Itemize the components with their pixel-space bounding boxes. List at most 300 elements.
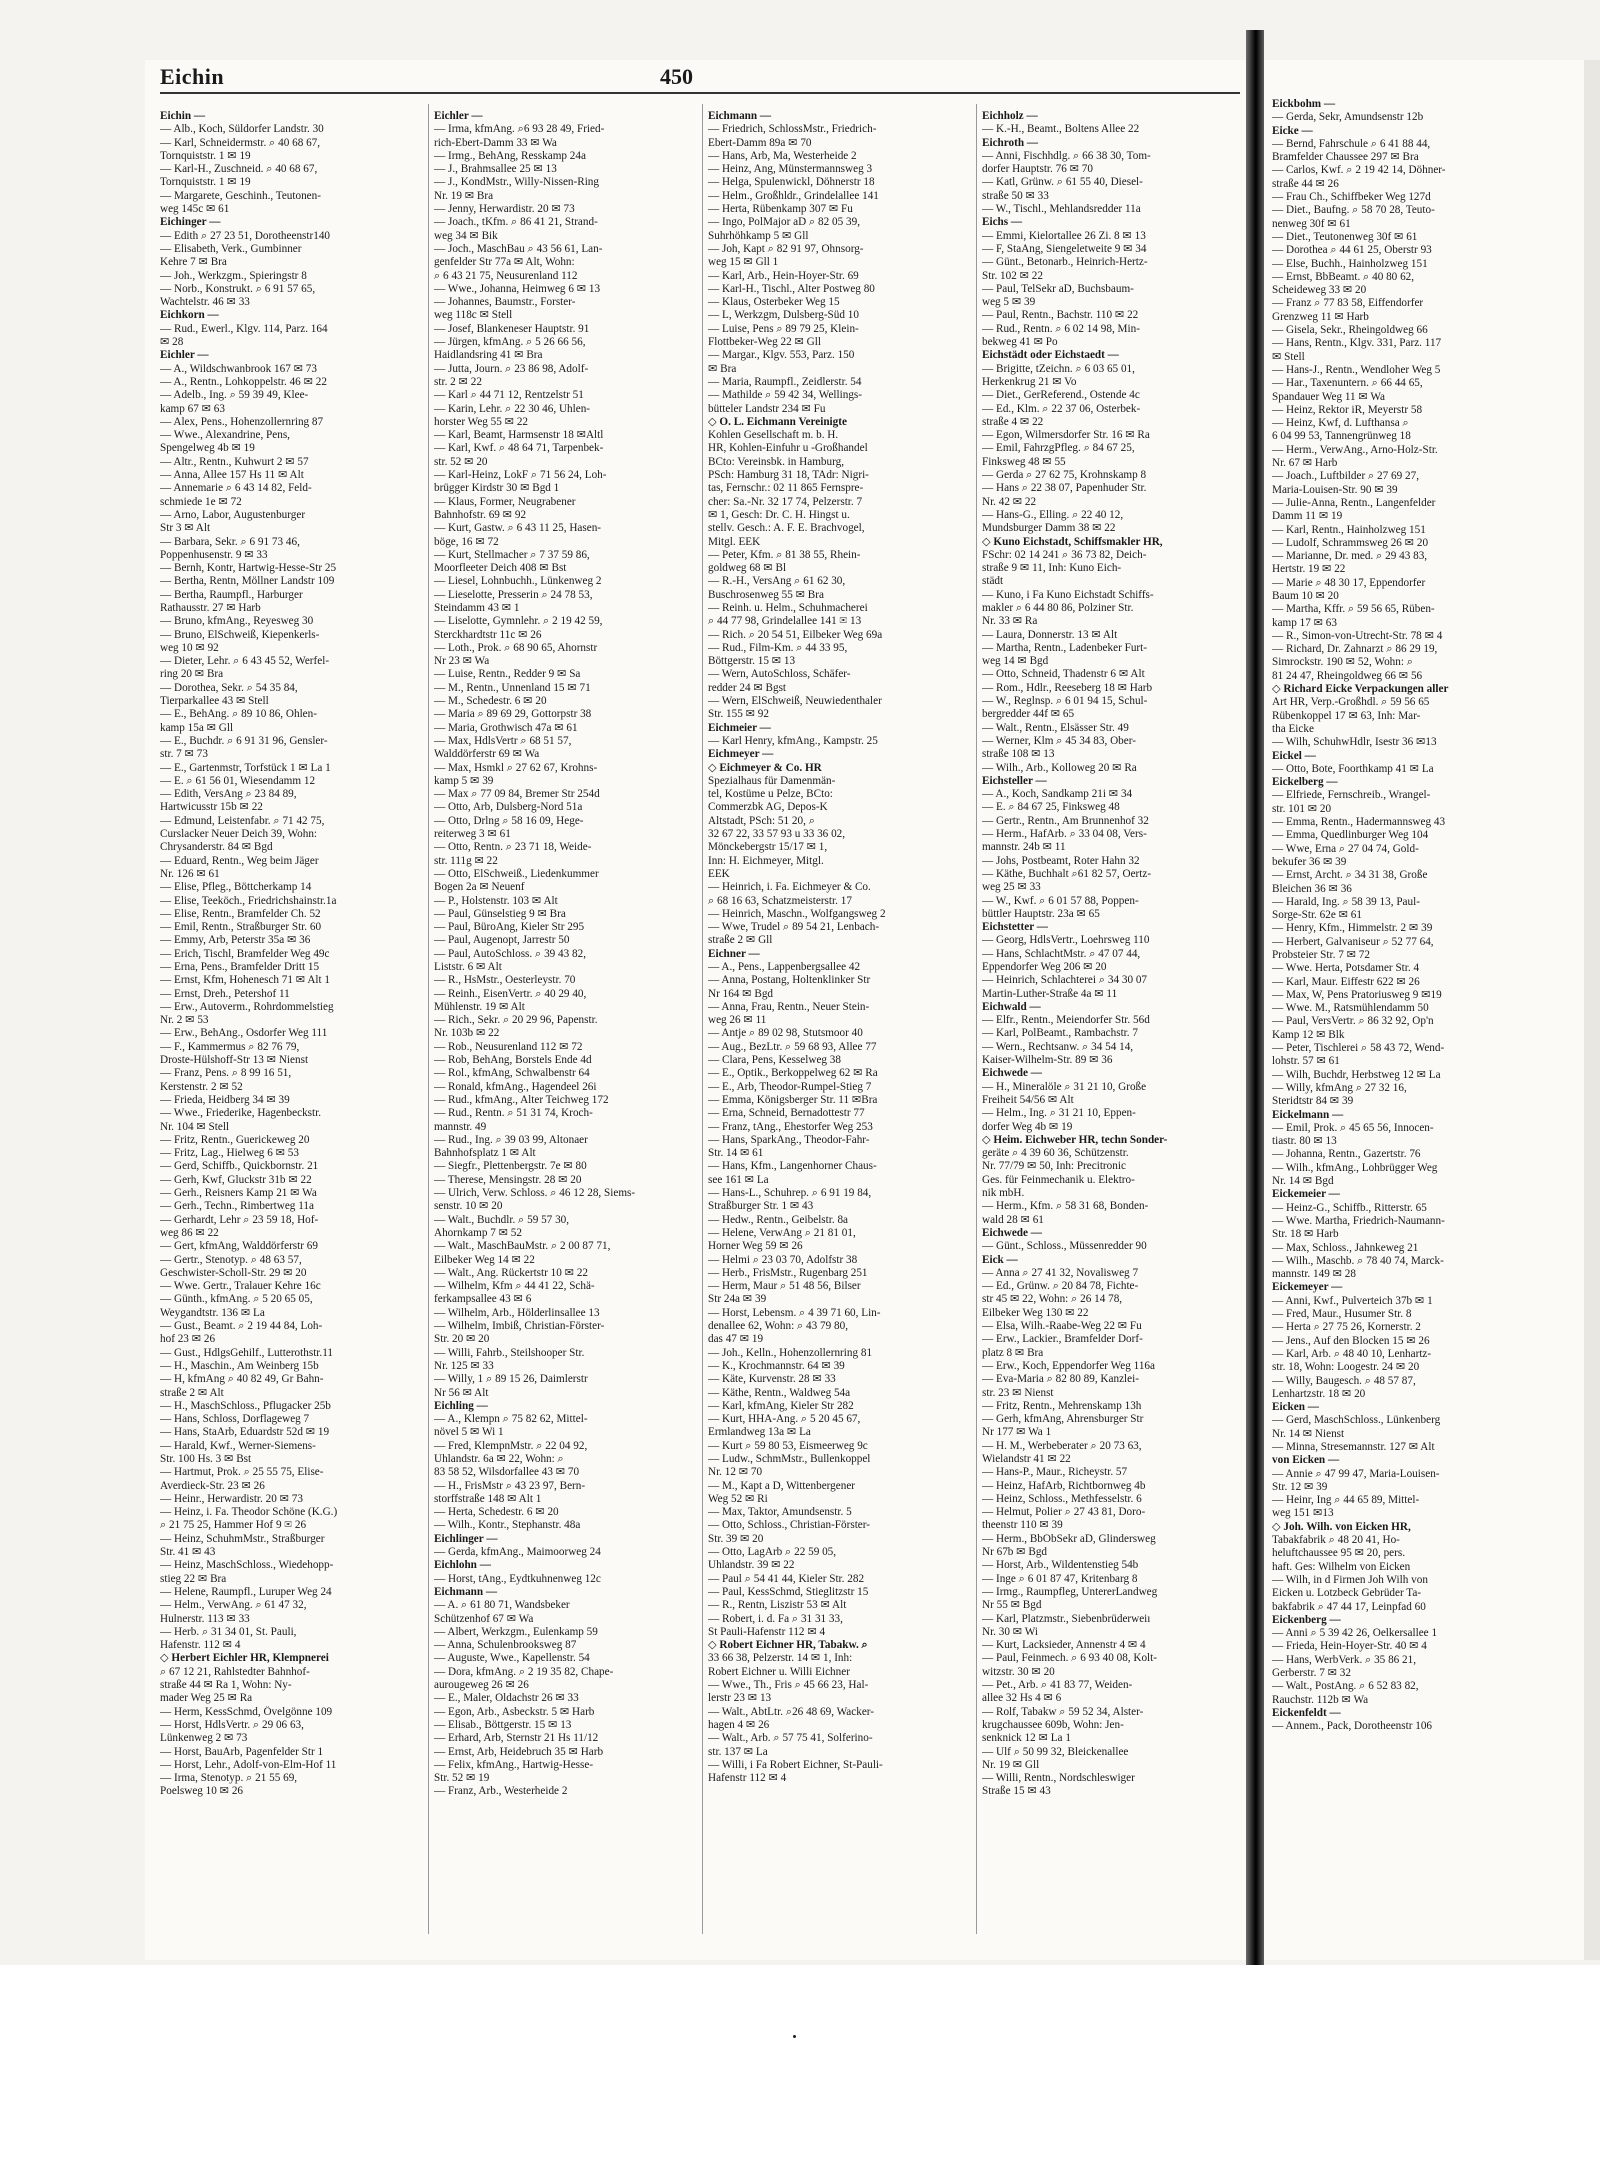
directory-entry-line: — Karl Henry, kfmAng., Kampstr. 25 [708, 734, 878, 747]
directory-entry-line: — Erw., Lackier., Bramfelder Dorf- [982, 1333, 1143, 1346]
directory-entry-line: Flottbeker-Weg 22 ✉ Gll [708, 336, 821, 349]
directory-entry-line: — Rud., Rentn. ⌕ 6 02 14 98, Min- [982, 322, 1140, 335]
directory-entry-line: EEK [708, 867, 730, 880]
directory-entry-line: Geschwister-Scholl-Str. 29 ✉ 20 [160, 1266, 307, 1279]
surname-heading: Eichin — [160, 110, 206, 122]
directory-entry-line: — Wilhelm, Kfm ⌕ 44 41 22, Schä- [434, 1280, 595, 1293]
directory-entry-line: allee 32 Hs 4 ✉ 6 [982, 1692, 1062, 1705]
directory-entry-line: — Karl, PolBeamt., Rambachstr. 7 [982, 1027, 1138, 1040]
surname-heading: Eichsteller — [982, 774, 1047, 787]
directory-entry-line: — Gert, kfmAng, Walddörferstr 69 [160, 1240, 318, 1253]
directory-entry-line: — L, Werkzgm, Dulsberg-Süd 10 [708, 309, 859, 322]
directory-entry-line: Ahornkamp 7 ✉ 52 [434, 1226, 522, 1239]
directory-entry-line: geräte ⌕ 4 39 60 36, Schützenstr. [982, 1147, 1129, 1160]
directory-entry-line: — E. ⌕ 61 56 01, Wiesendamm 12 [160, 774, 316, 787]
directory-entry-line: — Gisela, Sekr., Rheingoldweg 66 [1272, 324, 1428, 337]
directory-entry-line: — Gerda, kfmAng., Maimoorweg 24 [434, 1546, 601, 1559]
directory-entry-line: — Martha, Kffr. ⌕ 59 56 65, Rüben- [1272, 603, 1435, 616]
directory-entry-line: Martin-Luther-Straße 4a ✉ 11 [982, 987, 1118, 1000]
directory-entry-line: — Ulrich, Verw. Schloss. ⌕ 46 12 28, Siems- [434, 1187, 636, 1200]
right-page-column [1272, 98, 1572, 1948]
directory-entry-line: — Barbara, Sekr. ⌕ 6 91 73 46, [160, 535, 300, 548]
directory-entry-line: — Hedw., Rentn., Geibelstr. 8a [708, 1213, 849, 1226]
directory-entry-line: Eppendorfer Weg 206 ✉ 20 [982, 961, 1107, 973]
directory-entry-line: — Heinr., Herwardistr. 20 ✉ 73 [160, 1492, 303, 1505]
directory-entry-line: — Walt., PostAng. ⌕ 6 52 83 82, [1272, 1680, 1419, 1693]
directory-entry-line: Tabakfabrik ⌕ 48 20 41, Ho- [1272, 1534, 1400, 1547]
directory-entry-line: — Wilhelm, Arb., Hölderlinsallee 13 [434, 1306, 600, 1319]
directory-entry-line: — H. M., Werbeberater ⌕ 20 73 63, [982, 1439, 1142, 1452]
directory-entry-line: — Hans, SchlachtMstr. ⌕ 47 07 44, [982, 947, 1141, 960]
directory-entry-line: Bleichen 36 ✉ 36 [1272, 882, 1352, 895]
directory-entry-line: Moorfleeter Deich 408 ✉ Bst [434, 562, 567, 575]
directory-entry-line: — Rud., Film-Km. ⌕ 44 33 95, [708, 641, 848, 654]
directory-entry-line: bekufer 36 ✉ 39 [1272, 855, 1347, 868]
directory-entry-line: kamp 15a ✉ Gll [160, 721, 234, 734]
directory-entry-line: ⌕ 68 16 63, Schatzmeisterstr. 17 [708, 894, 852, 907]
directory-entry-line: mannstr. 49 [434, 1120, 487, 1133]
directory-entry-line: Nr. 2 ✉ 53 [160, 1014, 209, 1027]
directory-entry-line: — Joh., Kelln., Hohenzollernring 81 [708, 1346, 873, 1359]
directory-entry-line: HR, Kohlen-Einfuhr u -Großhandel [708, 442, 868, 455]
directory-entry-line: — Ernst, Dreh., Petershof 11 [160, 987, 290, 1000]
directory-entry-line: bekweg 41 ✉ Po [982, 336, 1058, 349]
directory-entry-line: Inn: H. Eichmeyer, Mitgl. [708, 854, 824, 867]
directory-entry-line: — Gerh, Kwf, Gluckstr 31b ✉ 22 [160, 1173, 312, 1186]
directory-entry-line: — Ulf ⌕ 50 99 32, Bleickenallee [982, 1745, 1129, 1758]
directory-entry-line: — Loth., Prok. ⌕ 68 90 65, Ahornstr [434, 641, 598, 654]
directory-entry-line: — Karl-H., Tischl., Alter Postweg 80 [708, 282, 875, 295]
directory-entry-line: — Wilh., Kontr., Stephanstr. 48a [434, 1519, 581, 1532]
directory-entry-line: Nr. 103b ✉ 22 [434, 1027, 500, 1040]
directory-entry-line: weg 5 ✉ 39 [982, 296, 1036, 309]
directory-entry-line: — Wwe, Trudel ⌕ 89 54 21, Lenbach- [708, 921, 880, 934]
directory-entry-line: Bahnhofsplatz 1 ✉ Alt [434, 1147, 536, 1160]
directory-entry-line: — Bernh, Kontr, Hartwig-Hesse-Str 25 [160, 562, 337, 575]
directory-entry-line: — Walt., Rentn., Elsässer Str. 49 [982, 721, 1129, 734]
header-rule [160, 92, 1240, 94]
directory-entry-line: Nr 164 ✉ Bgd [708, 987, 774, 1000]
directory-entry-line: — Edith ⌕ 27 23 51, Dorotheenstr140 [160, 229, 331, 242]
surname-heading: Eicken — [1272, 1401, 1319, 1414]
directory-entry-line: — Heinz, i. Fa. Theodor Schöne (K.G.) [160, 1506, 338, 1519]
directory-entry-line: — Kurt ⌕ 59 80 53, Eismeerweg 9c [708, 1439, 868, 1452]
directory-entry-line: straße 2 ✉ Alt [160, 1386, 224, 1399]
directory-entry-line: — Karl, kfmAng, Kieler Str 282 [708, 1399, 854, 1412]
directory-entry-line: Kerstenstr. 2 ✉ 52 [160, 1080, 243, 1093]
directory-entry-line: — Emil, Rentn., Straßburger Str. 60 [160, 921, 322, 934]
directory-entry-line: Nr. 19 ✉ Gll [982, 1758, 1040, 1771]
directory-entry-line: — Willi, i Fa Robert Eichner, St-Pauli- [708, 1758, 883, 1771]
directory-entry-line: — Heinrich, Maschn., Wolfgangsweg 2 [708, 907, 886, 920]
directory-entry-line: ◇ Herbert Eichler HR, Klempnerei [160, 1652, 329, 1665]
directory-entry-line: — Liesel, Lohnbuchh., Lünkenweg 2 [434, 575, 602, 588]
directory-entry-line: — Bertha, Rentn, Möllner Landstr 109 [160, 575, 335, 588]
directory-entry-line: — R., Rentn, Liszistr 53 ✉ Alt [708, 1599, 847, 1612]
directory-entry-line: Scheideweg 33 ✉ 20 [1272, 284, 1367, 297]
directory-entry-line: — Ernst, Kfm, Hohenesch 71 ✉ Alt 1 [160, 974, 331, 987]
directory-entry-line: — Max, W, Pens Pratoriusweg 9 ✉19 [1272, 988, 1442, 1001]
directory-entry-line: Nr. 19 ✉ Bra [434, 189, 494, 202]
directory-entry-line: Str. 18 ✉ Harb [1272, 1228, 1339, 1241]
running-head: Eichin [160, 64, 225, 89]
directory-entry-line: — Ed., Grünw. ⌕ 20 84 78, Fichte- [982, 1280, 1139, 1293]
directory-entry-line: — Rud., Rentn. ⌕ 51 31 74, Kroch- [434, 1107, 593, 1120]
directory-entry-line: — Irma, kfmAng. ⌕6 93 28 49, Fried- [434, 123, 605, 136]
directory-entry-line: — Herb. ⌕ 31 34 01, St. Pauli, [160, 1625, 297, 1638]
directory-entry-line: — Franz ⌕ 77 83 58, Eiffendorfer [1272, 297, 1424, 310]
directory-entry-line: — W., Reglnsp. ⌕ 6 01 94 15, Schul- [982, 695, 1148, 708]
directory-entry-line: cher: Sa.-Nr. 32 17 74, Pelzerstr. 7 [708, 495, 863, 508]
directory-entry-line: — A., Pens., Lappenbergsallee 42 [708, 961, 861, 973]
directory-entry-line: — Franz, Arb., Westerheide 2 [434, 1785, 568, 1798]
directory-entry-line: Poppenhusenstr. 9 ✉ 33 [160, 548, 268, 561]
directory-entry-line: — Karl, Kwf. ⌕ 48 64 71, Tarpenbek- [434, 442, 604, 455]
directory-entry-line: Poelsweg 10 ✉ 26 [160, 1785, 244, 1798]
directory-entry-line: str. 52 ✉ 20 [434, 455, 488, 468]
directory-entry-line: — Elise, Teeköch., Friedrichshainstr.1a [160, 894, 337, 907]
directory-entry-line: — Joh, Kapt ⌕ 82 91 97, Ohnsorg- [708, 242, 864, 255]
directory-entry-line: — Irmg., Raumpfleg, UntererLandweg [982, 1585, 1158, 1598]
directory-entry-line: — R.-H., VersAng ⌕ 61 62 30, [708, 575, 846, 588]
directory-entry-line: Straße 15 ✉ 43 [982, 1785, 1051, 1798]
directory-entry-line: — Auguste, Wwe., Kapellenstr. 54 [434, 1652, 590, 1665]
directory-entry-line: — Fritz, Lag., Hielweg 6 ✉ 53 [160, 1147, 299, 1160]
surname-heading: Eickenberg — [1272, 1613, 1341, 1626]
surname-heading: Eicke — [1272, 124, 1313, 137]
directory-entry-line: Robert Eichner u. Willi Eichner [708, 1665, 850, 1678]
directory-entry-line: Horner Weg 59 ✉ 26 [708, 1240, 803, 1253]
directory-entry-line: — Gerh., Reisners Kamp 21 ✉ Wa [160, 1187, 317, 1200]
directory-entry-line: — Herm., HafArb. ⌕ 33 04 08, Vers- [982, 828, 1147, 841]
directory-entry-line: — A., Klempn ⌕ 75 82 62, Mittel- [434, 1413, 588, 1426]
directory-entry-line: — Friedrich, SchlossMstr., Friedrich- [708, 123, 877, 136]
directory-entry-line: — Frieda, Heidberg 34 ✉ 39 [160, 1093, 290, 1106]
directory-entry-line: Suhrhöhkamp 5 ✉ Gll [708, 229, 809, 242]
directory-entry-line: — Arno, Labor, Augustenburger [160, 508, 306, 521]
directory-entry-line: — Frieda, Hein-Hoyer-Str. 40 ✉ 4 [1272, 1640, 1427, 1653]
directory-entry-line: — Max, Schloss., Jahnkeweg 21 [1272, 1241, 1419, 1254]
directory-entry-line: — Anna, Postang, Holtenklinker Str [708, 974, 871, 987]
directory-entry-line: — Günt., Betonarb., Heinrich-Hertz- [982, 256, 1148, 269]
directory-entry-line: — Lieselotte, Presserin ⌕ 24 78 53, [434, 588, 593, 601]
directory-column-2 [434, 110, 696, 1940]
surname-heading: Eickelberg — [1272, 776, 1338, 789]
directory-entry-line: — Eva-Maria ⌕ 82 80 89, Kanzlei- [982, 1373, 1139, 1386]
directory-entry-line: — Ed., Klm. ⌕ 22 37 06, Osterbek- [982, 402, 1141, 415]
directory-entry-line: — Georg, HdlsVertr., Loehrsweg 110 [982, 934, 1150, 947]
directory-entry-line: — Wwe. Martha, Friedrich-Naumann- [1272, 1214, 1445, 1227]
directory-entry-line: — Käthe, Buchhalt ⌕61 82 57, Oertz- [982, 867, 1152, 880]
directory-entry-line: — Anna ⌕ 27 41 32, Novalisweg 7 [982, 1266, 1139, 1279]
directory-entry-line: — A. ⌕ 61 80 71, Wandsbeker [434, 1599, 570, 1612]
directory-entry-line: — Elsa, Wilh.-Raabe-Weg 22 ✉ Fu [982, 1320, 1142, 1333]
directory-entry-line: — Paul, Feinmech. ⌕ 6 93 40 08, Kolt- [982, 1652, 1157, 1665]
directory-entry-line: — Paul, KessSchmd, Stieglitzstr 15 [708, 1585, 869, 1598]
directory-entry-line: hof 23 ✉ 26 [160, 1333, 216, 1346]
directory-entry-line: weg 10 ✉ 92 [160, 641, 219, 654]
surname-heading: von Eicken — [1272, 1454, 1340, 1467]
directory-entry-line: — Otto, Arb, Dulsberg-Nord 51a [434, 801, 583, 814]
directory-entry-line: — Rud., Ewerl., Klgv. 114, Parz. 164 [160, 322, 328, 335]
directory-entry-line: Buschrosenweg 55 ✉ Bra [708, 588, 824, 601]
directory-entry-line: str. 18, Wohn: Loogestr. 24 ✉ 20 [1272, 1361, 1420, 1374]
directory-entry-line: — Jenny, Herwardistr. 20 ✉ 73 [434, 203, 575, 216]
directory-entry-line: bakfabrik ⌕ 47 44 17, Leinpfad 60 [1272, 1600, 1426, 1613]
directory-entry-line: Mühlenstr. 19 ✉ Alt [434, 1000, 525, 1013]
directory-entry-line: Hafenstr. 112 ✉ 4 [160, 1639, 241, 1652]
directory-entry-line: — Mathilde ⌕ 59 42 34, Wellings- [708, 389, 863, 402]
directory-entry-line: ferkampsallee 43 ✉ 6 [434, 1293, 532, 1306]
directory-entry-line: — H., Mineralöle ⌕ 31 21 10, Große [982, 1080, 1147, 1093]
directory-entry-line: ✉ 1, Gesch: Dr. C. H. Hingst u. [708, 508, 850, 521]
directory-entry-line: — Emma, Quedlinburger Weg 104 [1272, 829, 1429, 842]
directory-entry-line: — Herm, Maur ⌕ 51 48 56, Bilser [708, 1280, 861, 1293]
directory-entry-line: — Alb., Koch, Süldorfer Landstr. 30 [160, 123, 324, 136]
directory-entry-line: — F, StaAng, Siengeletweite 9 ✉ 34 [982, 242, 1147, 255]
directory-entry-line: Eicken u. Lotzbeck Gebrüder Ta- [1272, 1587, 1422, 1600]
directory-entry-line: Bogen 2a ✉ Neuenf [434, 881, 525, 894]
column-divider [976, 104, 977, 1934]
surname-heading: Eickemeier — [1272, 1188, 1340, 1201]
directory-column-1 [160, 110, 422, 1940]
directory-entry-line: — Heinr, Ing ⌕ 44 65 89, Mittel- [1272, 1494, 1420, 1507]
directory-entry-line: Nr 67b ✉ Bgd [982, 1546, 1048, 1559]
directory-entry-line: — Carlos, Kwf. ⌕ 2 19 42 14, Döhner- [1272, 164, 1446, 177]
directory-entry-line: — Paul, BüroAng, Kieler Str 295 [434, 921, 585, 934]
directory-entry-line: — H., Maschin., Am Weinberg 15b [160, 1359, 319, 1372]
directory-entry-line: — Hans, Kfm., Langenhorner Chaus- [708, 1160, 877, 1173]
directory-column-4 [982, 110, 1240, 1940]
directory-entry-line: — Gerhardt, Lehr ⌕ 23 59 18, Hof- [160, 1213, 319, 1226]
directory-entry-line: mannstr. 149 ✉ 28 [1272, 1268, 1356, 1281]
directory-entry-line: — Käthe, Rentn., Waldweg 54a [708, 1386, 851, 1399]
directory-entry-line: — Norb., Konstrukt. ⌕ 6 91 57 65, [160, 282, 316, 295]
directory-entry-line: — Adelb., Ing. ⌕ 59 39 49, Klee- [160, 389, 309, 402]
directory-entry-line: Nr. 126 ✉ 61 [160, 867, 220, 880]
directory-entry-line: ⌕ 67 12 21, Rahlstedter Bahnhof- [160, 1665, 310, 1678]
directory-entry-line: — Bertha, Raumpfl., Harburger [160, 588, 303, 601]
directory-entry-line: Altstadt, PSch: 51 20, ⌕ [708, 814, 815, 827]
directory-entry-line: straße 108 ✉ 13 [982, 748, 1055, 761]
directory-entry-line: — Wwe, Erna ⌕ 27 04 74, Gold- [1272, 842, 1419, 855]
directory-entry-line: — Paul, AutoSchloss. ⌕ 39 43 82, [434, 947, 587, 960]
directory-entry-line: ⌕ 44 77 98, Grindelallee 141 ✉ 13 [708, 615, 862, 628]
directory-entry-line: str. 111g ✉ 22 [434, 854, 498, 867]
directory-column-3 [708, 110, 970, 1940]
directory-entry-line: — Otto, Drlng ⌕ 58 16 09, Hege- [434, 814, 584, 827]
directory-entry-line: — Robert, i. d. Fa ⌕ 31 31 33, [708, 1612, 843, 1625]
directory-entry-line: Eilbeker Weg 14 ✉ 22 [434, 1253, 535, 1266]
directory-entry-line: schmiede 1e ✉ 72 [160, 495, 242, 508]
directory-entry-line: — Ronald, kfmAng., Hagendeel 26i [434, 1080, 597, 1093]
directory-entry-line: — Werner, Klm ⌕ 45 34 83, Ober- [982, 734, 1136, 747]
directory-entry-line: — Minna, Stresemannstr. 127 ✉ Alt [1272, 1440, 1435, 1453]
directory-entry-line: — Bruno, kfmAng., Reyesweg 30 [160, 615, 314, 628]
directory-entry-line: — Wilh., Arb., Kolloweg 20 ✉ Ra [982, 761, 1137, 774]
directory-entry-line: — Franz, Pens. ⌕ 8 99 16 51, [160, 1067, 292, 1080]
directory-entry-line: — Egon, Wilmersdorfer Str. 16 ✉ Ra [982, 429, 1150, 442]
directory-entry-line: — Gertr., Rentn., Am Brunnenhof 32 [982, 814, 1149, 827]
directory-entry-line: — Else, Buchh., Hainholzweg 151 [1272, 257, 1428, 270]
directory-entry-line: Kehre 7 ✉ Bra [160, 256, 227, 269]
directory-entry-line: str. 137 ✉ La [708, 1745, 768, 1758]
directory-entry-line: senknick 12 ✉ La 1 [982, 1732, 1071, 1745]
directory-entry-line: straße 44 ✉ 26 [1272, 177, 1339, 190]
directory-entry-line: Wachtelstr. 46 ✉ 33 [160, 296, 250, 309]
directory-entry-line: növel 5 ✉ Wi 1 [434, 1426, 504, 1439]
page-number: 450 [660, 64, 693, 89]
directory-entry-line: — Jürgen, kfmAng. ⌕ 5 26 66 56, [434, 336, 586, 349]
directory-entry-line: — Jutta, Journ. ⌕ 23 86 98, Adolf- [434, 362, 589, 375]
directory-entry-line: — Otto, Bote, Foorthkamp 41 ✉ La [1272, 762, 1434, 775]
directory-entry-line: — Horst, BauArb, Pagenfelder Str 1 [160, 1745, 324, 1758]
directory-entry-line: Str 3 ✉ Alt [160, 522, 211, 535]
directory-entry-line: Kaiser-Wilhelm-Str. 89 ✉ 36 [982, 1054, 1113, 1067]
directory-entry-line: ◇ O. L. Eichmann Vereinigte [708, 415, 847, 428]
directory-entry-line: straße 44 ✉ Ra 1, Wohn: Ny- [160, 1679, 292, 1692]
directory-entry-line: — Rich., Sekr. ⌕ 20 29 96, Papenstr. [434, 1014, 598, 1027]
directory-entry-line: haft. Ges: Wilhelm von Eicken [1272, 1560, 1411, 1573]
directory-entry-line: — Fritz, Rentn., Guerickeweg 20 [160, 1133, 310, 1146]
directory-entry-line: Nr. 14 ✉ Nienst [1272, 1427, 1345, 1440]
page-edge [1584, 60, 1600, 1960]
directory-entry-line: bergredder 44f ✉ 65 [982, 708, 1075, 721]
directory-entry-line: Nr. 67 ✉ Harb [1272, 457, 1338, 470]
directory-entry-line: — Dorothea, Sekr. ⌕ 54 35 84, [160, 681, 298, 694]
directory-entry-line: — Jens., Auf den Blocken 15 ✉ 26 [1272, 1334, 1430, 1347]
directory-entry-line: Rathausstr. 27 ✉ Harb [160, 601, 261, 614]
directory-entry-line: — Wilh, Buchdr, Herbstweg 12 ✉ La [1272, 1068, 1441, 1081]
directory-entry-line: Böttgerstr. 15 ✉ 13 [708, 655, 796, 668]
directory-entry-line: weg 145c ✉ 61 [160, 203, 230, 216]
directory-entry-line: — P., Holstenstr. 103 ✉ Alt [434, 894, 558, 907]
directory-entry-line: weg 118c ✉ Stell [434, 309, 513, 322]
directory-entry-line: — Walt., MaschBauMstr. ⌕ 2 00 87 71, [434, 1240, 611, 1253]
directory-entry-line: — Gerd, MaschSchloss., Lünkenberg [1272, 1414, 1441, 1427]
directory-entry-line: — E., Maler, Oldachstr 26 ✉ 33 [434, 1692, 579, 1705]
directory-entry-line: — Gust., Beamt. ⌕ 2 19 44 84, Loh- [160, 1320, 323, 1333]
directory-entry-line: — Hans, StaArb, Eduardstr 52d ✉ 19 [160, 1426, 330, 1439]
directory-entry-line: — Margarete, Geschinh., Teutonen- [160, 189, 321, 202]
directory-entry-line: — Julie-Anna, Rentn., Langenfelder [1272, 496, 1436, 509]
directory-entry-line: — Emmy, Arb, Peterstr 35a ✉ 36 [160, 934, 311, 947]
directory-entry-line: — Anni ⌕ 5 39 42 26, Oelkersallee 1 [1272, 1627, 1438, 1640]
surname-heading: Eickbohm — [1272, 98, 1336, 110]
directory-entry-line: — Herta, Schedestr. 6 ✉ 20 [434, 1506, 559, 1519]
directory-entry-line: Nr. 30 ✉ Wi [982, 1625, 1038, 1638]
directory-entry-line: — Karl-H., Zuschneid. ⌕ 40 68 67, [160, 163, 318, 176]
directory-entry-line: ◇ Robert Eichner HR, Tabakw. ⌕ [708, 1639, 868, 1652]
directory-entry-line: Hulnerstr. 113 ✉ 33 [160, 1612, 250, 1625]
surname-heading: Eichroth — [982, 136, 1039, 149]
directory-entry-line: — Emmi, Kielortallee 26 Zi. 8 ✉ 13 [982, 229, 1146, 242]
directory-entry-line: heluftchaussee 95 ✉ 20, pers. [1272, 1547, 1406, 1560]
directory-entry-line: — Marianne, Dr. med. ⌕ 29 43 83, [1272, 550, 1428, 563]
directory-entry-line: — M., Kapt a D, Wittenbergener [708, 1479, 856, 1492]
directory-entry-line: Chrysanderstr. 84 ✉ Bgd [160, 841, 273, 854]
directory-entry-line: — Otto, Schloss., Christian-Förster- [708, 1519, 870, 1532]
directory-entry-line: 81 24 47, Rheingoldweg 66 ✉ 56 [1272, 669, 1423, 682]
directory-entry-line: — Heinz, Ang, Münstermannsweg 3 [708, 163, 873, 176]
directory-entry-line: Lenhartzstr. 18 ✉ 20 [1272, 1387, 1366, 1400]
directory-entry-line: — Gertr., Stenotyp. ⌕ 48 63 57, [160, 1253, 302, 1266]
directory-entry-line: — Wwe. Gertr., Tralauer Kehre 16c [160, 1280, 321, 1293]
directory-entry-line: — Emma, Rentn., Hadermannsweg 43 [1272, 816, 1446, 829]
directory-entry-line: dorfer Weg 4b ✉ 19 [982, 1120, 1073, 1133]
directory-entry-line: — Helmi ⌕ 23 03 70, Adolfstr 38 [708, 1253, 858, 1266]
directory-entry-line: — R., HsMstr., Oesterleystr. 70 [434, 974, 576, 987]
directory-entry-line: — Gust., HdlgsGehilf., Lutterothstr.11 [160, 1346, 333, 1359]
directory-entry-line: Sterckhardtstr 11c ✉ 26 [434, 628, 542, 641]
directory-entry-line: — Max, Taktor, Amundsenstr. 5 [708, 1506, 852, 1519]
directory-entry-line: Bramfelder Chaussee 297 ✉ Bra [1272, 151, 1419, 164]
directory-entry-line: — Wilh, in d Firmen Joh Wilh von [1272, 1573, 1428, 1586]
directory-entry-line: — Max ⌕ 77 09 84, Bremer Str 254d [434, 788, 600, 801]
directory-entry-line: Tornquiststr. 1 ✉ 19 [160, 149, 251, 162]
directory-entry-line: Str. 39 ✉ 20 [708, 1532, 764, 1545]
directory-entry-line: — Anni, Kwf., Pulverteich 37b ✉ 1 [1272, 1294, 1433, 1307]
directory-entry-line: dorfer Hauptstr. 76 ✉ 70 [982, 163, 1093, 176]
surname-heading: Eickemeyer — [1272, 1281, 1343, 1294]
directory-entry-line: — Horst, tAng., Eydtkuhnenweg 12c [434, 1572, 601, 1585]
directory-entry-line: — Reinh. u. Helm., Schuhmacherei [708, 601, 868, 614]
column-divider [428, 104, 429, 1934]
directory-entry-line: 83 58 52, Wilsdorfallee 43 ✉ 70 [434, 1466, 580, 1479]
directory-entry-line: — Willi, Rentn., Nordschleswiger [982, 1772, 1135, 1785]
directory-entry-line: Straßburger Str. 1 ✉ 43 [708, 1200, 814, 1213]
surname-heading: Eick — [982, 1253, 1018, 1266]
directory-entry-line: Rübenkoppel 17 ✉ 63, Inh: Mar- [1272, 709, 1421, 722]
surname-heading: Eickelmann — [1272, 1108, 1344, 1121]
directory-entry-line: — Harald, Kwf., Werner-Siemens- [160, 1439, 316, 1452]
directory-entry-line: goldweg 68 ✉ Bl [708, 562, 787, 575]
directory-entry-line: Eilbeker Weg 130 ✉ 22 [982, 1306, 1089, 1319]
directory-entry-line: theenstr 110 ✉ 39 [982, 1519, 1063, 1532]
directory-entry-line: weg 34 ✉ Bik [434, 229, 498, 242]
directory-entry-line: — Helm., Ing. ⌕ 31 21 10, Eppen- [982, 1107, 1136, 1120]
directory-entry-line: — Anna, Schulenbrooksweg 87 [434, 1639, 577, 1652]
directory-entry-line: Str. 20 ✉ 20 [434, 1333, 490, 1346]
directory-entry-line: — Wwe. Herta, Potsdamer Str. 4 [1272, 962, 1420, 975]
directory-entry-line: ◇ Joh. Wilh. von Eicken HR, [1272, 1520, 1411, 1533]
surname-heading: Eichstädt oder Eichstaedt — [982, 349, 1119, 362]
directory-entry-line: aurougeweg 26 ✉ 26 [434, 1679, 529, 1692]
directory-entry-line: Str 24a ✉ 39 [708, 1293, 767, 1306]
directory-entry-line: — Willy, Baugesch. ⌕ 48 57 87, [1272, 1374, 1416, 1387]
directory-entry-line: — E., Arb, Theodor-Rumpel-Stieg 7 [708, 1080, 872, 1093]
directory-entry-line: — Max, Hsmkl ⌕ 27 62 67, Krohns- [434, 761, 598, 774]
surname-heading: Eichmeyer — [708, 748, 774, 761]
directory-entry-line: ✉ 28 [160, 336, 184, 349]
surname-heading: Eichholz — [982, 110, 1038, 122]
directory-entry-line: — Annemarie ⌕ 6 43 14 82, Feld- [160, 482, 312, 495]
directory-entry-line: — Heinrich, Schlachterei ⌕ 34 30 07 [982, 974, 1148, 987]
directory-entry-line: — Helene, Raumpfl., Luruper Weg 24 [160, 1585, 332, 1598]
directory-entry-line: — Dorothea ⌕ 44 61 25, Oberstr 93 [1272, 244, 1432, 257]
directory-entry-line: — Joach., Luftbilder ⌕ 27 69 27, [1272, 470, 1420, 483]
directory-entry-line: Gerberstr. 7 ✉ 32 [1272, 1667, 1351, 1680]
directory-entry-line: str. 101 ✉ 20 [1272, 802, 1332, 815]
directory-entry-line: — Wern., Rechtsanw. ⌕ 34 54 14, [982, 1040, 1134, 1053]
directory-entry-line: — Heinz, Schloss., Methfesselstr. 6 [982, 1492, 1142, 1505]
directory-entry-line: — Otto, Rentn. ⌕ 23 71 18, Weide- [434, 841, 592, 854]
directory-entry-line: — Herm., BbObSekr aD, Glindersweg [982, 1532, 1156, 1545]
directory-entry-line: Str. 52 ✉ 19 [434, 1772, 490, 1785]
directory-entry-line: — Hans, Rentn., Klgv. 331, Parz. 117 [1272, 337, 1442, 350]
directory-entry-line: — Ernst, Archt. ⌕ 34 31 38, Große [1272, 869, 1428, 882]
directory-entry-line: — Ludw., SchmMstr., Bullenkoppel [708, 1452, 871, 1465]
